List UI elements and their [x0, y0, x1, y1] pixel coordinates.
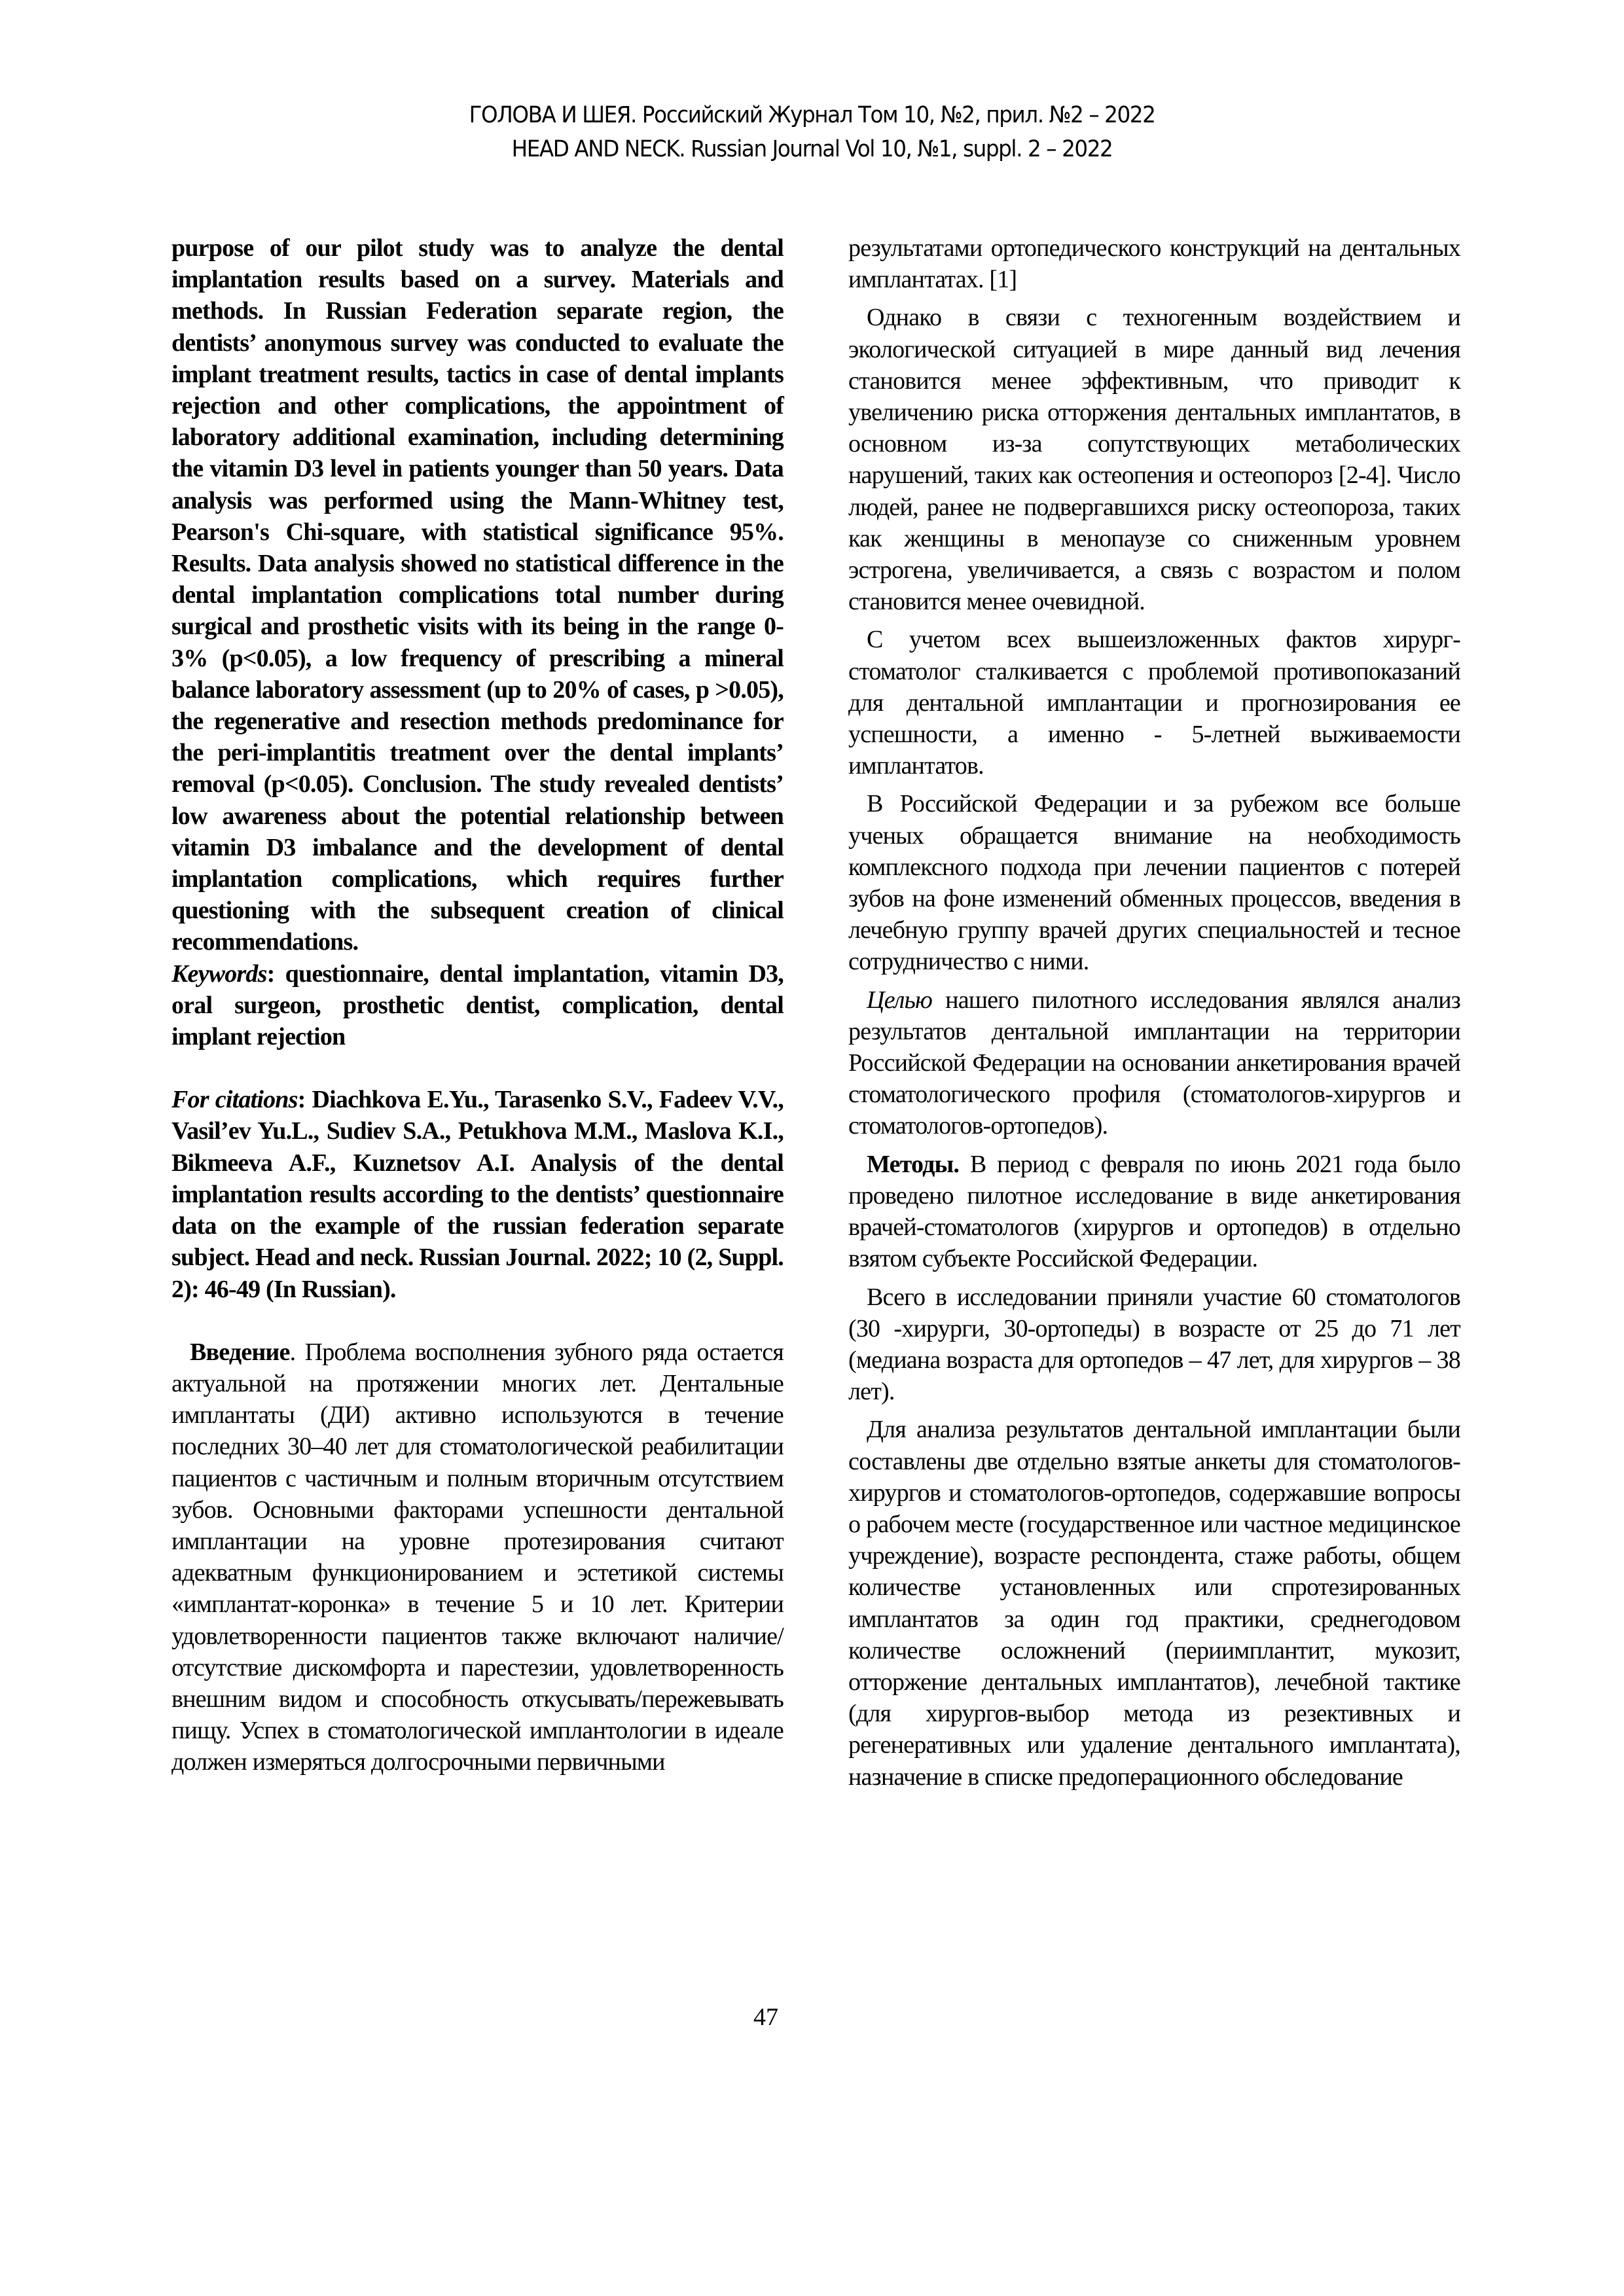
header-line-english: HEAD AND NECK. Russian Journal Vol 10, №1, suppl. 2 – 2022: [511, 136, 1113, 162]
paragraph-methods: [848, 1149, 1460, 1275]
paragraph-questionnaires: Для анализа результатов дентальной имплантации были составлены две отдельно взятые анкеты для стоматологов-хирургов и стоматологов-ортопедов, содержавшие вопросы о рабочем месте (государственное или частное медицинское учреждение), возрасте респондента, стаже работы, общем количестве установленных или спротезированных имплантатов за один год практики, среднегодовом количестве осложнений (периимплантит, мукозит, отторжение дентальных имплантатов), лечебной тактике (для хирургов-выбор метода из резективных и регенеративных или удаление дентального имплантата), назначение в списке предоперационного обследование: [848, 1416, 1460, 1791]
introduction-paragraph: [171, 1336, 784, 1778]
paragraph-aim: [848, 984, 1460, 1142]
citation-label: For citations: [171, 1086, 298, 1114]
keywords-text: : questionnaire, dental implantation, vitamin D3, oral surgeon, prosthetic dentist, complication, dental implant rejection: [171, 960, 784, 1051]
keywords: [171, 958, 784, 1053]
header-line-russian: ГОЛОВА И ШЕЯ. Российский Журнал Том 10, №2, прил. №2 – 2022: [469, 102, 1155, 128]
right-column: [848, 232, 1460, 1793]
methods-heading: Методы.: [867, 1150, 960, 1178]
citation-text: : Diachkova E.Yu., Tarasenko S.V., Fadeev V.V., Vasil’ev Yu.L., Sudiev S.A., Petukhova M.M., Maslova K.I., Bikmeeva A.F., Kuznetsov A.I. Analysis of the dental implantation results according to the dentists’ questionnaire data on the example of the russian federation separate subject. Head and neck. Russian Journal. 2022; 10 (2, Suppl. 2): 46-49 (In Russian).: [171, 1086, 784, 1303]
paragraph-technogenic: Однако в связи с техногенным воздействием и экологической ситуацией в мире данный вид лечения становится менее эффективным, что приводит к увеличению риска отторжения дентальных имплантатов, в основном из-за сопутствующих метаболических нарушений, таких как остеопения и остеопороз [2-4]. Число людей, ранее не подвергавшихся риску остеопороза, таких как женщины в менопаузе со сниженным уровнем эстрогена, увеличивается, а связь с возрастом и полом становится менее очевидной.: [848, 304, 1460, 616]
introduction-heading: Введение: [190, 1338, 290, 1366]
methods-text: В период с февраля по июнь 2021 года было проведено пилотное исследование в виде анкетирования врачей-стоматологов (хирургов и ортопедов) в отдельно взятом субъекте Российской Федерации.: [848, 1150, 1460, 1273]
running-header: [57, 98, 1567, 166]
page-number: 47: [753, 2003, 778, 2031]
paragraph-complex-approach: В Российской Федерации и за рубежом все больше ученых обращается внимание на необходимость комплексного подхода при лечении пациентов с потерей зубов на фоне изменений обменных процессов, введения в лечебную группу врачей других специальностей и тесное сотрудничество с ними.: [848, 790, 1460, 976]
abstract-continuation: purpose of our pilot study was to analyze the dental implantation results based on a survey. Materials and methods. In Russian Federation separate region, the dentists’ anonymous survey was conducted to evaluate the implant treatment results, tactics in case of dental implants rejection and other complications, the appointment of laboratory additional examination, including determining the vitamin D3 level in patients younger than 50 years. Data analysis was performed using the Mann-Whitney test, Pearson's Chi-square, with statistical significance 95%. Results. Data analysis showed no statistical difference in the dental implantation complications total number during surgical and prosthetic visits with its being in the range 0-3% (p<0.05), a low frequency of prescribing a mineral balance laboratory assessment (up to 20% of cases, p >0.05), the regenerative and resection methods predominance for the peri-implantitis treatment over the dental implants’ removal (p<0.05). Conclusion. The study revealed dentists’ low awareness about the potential relationship between vitamin D3 imbalance and the development of dental implantation complications, which requires further questioning with the subsequent creation of clinical recommendations.: [171, 234, 784, 956]
aim-text: нашего пилотного исследования являлся анализ результатов дентальной имплантации на территории Российской Федерации на основании анкетирования врачей стоматологического профиля (стоматологов-хирургов и стоматологов-ортопедов).: [848, 986, 1460, 1140]
left-column: [171, 232, 784, 1778]
paragraph-contraindications: С учетом всех вышеизложенных фактов хирург-стоматолог сталкивается с проблемой противопоказаний для дентальной имплантации и прогнозирования ее успешности, а именно - 5-летней выживаемости имплантатов.: [848, 626, 1460, 780]
paragraph-participants: Всего в исследовании приняли участие 60 стоматологов (30 -хирурги, 30-ортопеды) в возрасте от 25 до 71 лет (медиана возраста для ортопедов – 47 лет, для хирургов – 38 лет).: [848, 1283, 1460, 1406]
keywords-label: Keywords: [171, 960, 267, 988]
aim-label: Целью: [867, 986, 933, 1014]
paragraph-continuation: результатами ортопедического конструкций на дентальных имплантатах. [1]: [848, 234, 1460, 294]
introduction-text: . Проблема восполнения зубного ряда остается актуальной на протяжении многих лет. Дентальные имплантаты (ДИ) активно используются в течение последних 30–40 лет для стоматологической реабилитации пациентов с частичным и полным вторичным отсутствием зубов. Основными факторами успешности дентальной имплантации на уровне протезирования считают адекватным функционированием и эстетикой системы «имплантат-коронка» в течение 5 и 10 лет. Критерии удовлетворенности пациентов также включают наличие/отсутствие дискомфорта и парестезии, удовлетворенность внешним видом и способность откусывать/пережевывать пищу. Успех в стоматологической имплантологии в идеале должен измеряться долгосрочными первичными: [171, 1338, 784, 1776]
citation: [171, 1084, 784, 1304]
